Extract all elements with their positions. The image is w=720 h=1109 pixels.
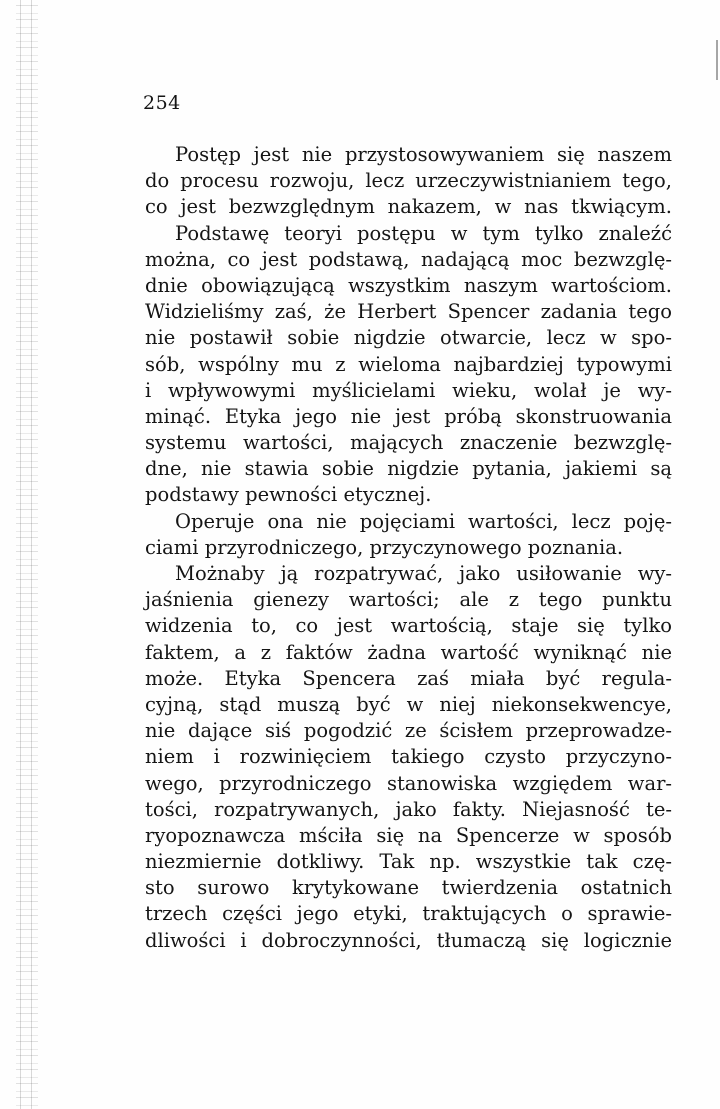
text-line: Widzieliśmy zaś, że Herbert Spencer zadania tego xyxy=(145,300,672,324)
text-line: dliwości i dobroczynności, tłumaczą się logicznie xyxy=(145,928,672,952)
text-line: i wpływowymi myślicielami wieku, wolał je wy- xyxy=(145,378,672,402)
text-line: niezmiernie dotkliwy. Tak np. wszystkie tak czę- xyxy=(145,850,672,874)
text-line: minąć. Etyka jego nie jest próbą skonstruowania xyxy=(145,404,672,428)
page-number: 254 xyxy=(143,92,181,114)
scan-edge-mark xyxy=(716,40,718,80)
text-line: sto surowo krytykowane twierdzenia ostatnich xyxy=(145,876,672,900)
text-line: trzech części jego etyki, traktujących o sprawie- xyxy=(145,902,672,926)
text-line: ryopoznawcza mściła się na Spencerze w sposób xyxy=(145,823,672,847)
body-text xyxy=(145,142,672,954)
text-line: Operuje ona nie pojęciami wartości, lecz poję- xyxy=(175,509,672,533)
text-line: co jest bezwzględnym nakazem, w nas tkwiącym. xyxy=(145,195,672,219)
text-line: faktem, a z faktów żadna wartość wyniknąć nie xyxy=(145,640,672,664)
text-line: cyjną, stąd muszą być w niej niekonsekwencye, xyxy=(145,692,672,716)
text-line: podstawy pewności etycznej. xyxy=(145,483,432,507)
binding-line xyxy=(20,0,21,1109)
text-line: Postęp jest nie przystosowywaniem się naszem xyxy=(175,143,672,166)
text-line: nie postawił sobie nigdzie otwarcie, lecz w spo- xyxy=(145,326,672,350)
text-line: może. Etyka Spencera zaś miała być regula- xyxy=(145,666,672,690)
text-line: widzenia to, co jest wartością, staje się tylko xyxy=(145,614,672,638)
text-line: niem i rozwinięciem takiego czysto przyczyno- xyxy=(145,745,672,769)
text-line: Podstawę teoryi postępu w tym tylko znaleźć xyxy=(175,221,672,245)
text-line: jaśnienia gienezy wartości; ale z tego punktu xyxy=(145,588,672,612)
text-line: nie dające siś pogodzić ze ścisłem przeprowadze- xyxy=(145,719,672,743)
text-line: dne, nie stawia sobie nigdzie pytania, jakiemi są xyxy=(145,457,672,481)
text-line: ciami przyrodniczego, przyczynowego poznania. xyxy=(145,535,624,559)
text-line: systemu wartości, mających znaczenie bezwzglę- xyxy=(145,431,672,455)
text-line: do procesu rozwoju, lecz urzeczywistnianiem tego, xyxy=(145,169,672,193)
text-line: można, co jest podstawą, nadającą moc bezwzglę- xyxy=(145,247,672,271)
binding-line xyxy=(31,0,32,1109)
text-line: dnie obowiązującą wszystkim naszym wartościom. xyxy=(145,273,672,297)
text-line: wego, przyrodniczego stanowiska wzgiędem war- xyxy=(145,771,672,795)
text-line: Możnaby ją rozpatrywać, jako usiłowanie wy- xyxy=(175,562,672,585)
text-line: sób, wspólny mu z wieloma najbardziej typowymi xyxy=(145,352,672,376)
text-line: tości, rozpatrywanych, jako fakty. Niejasność te- xyxy=(145,797,672,821)
